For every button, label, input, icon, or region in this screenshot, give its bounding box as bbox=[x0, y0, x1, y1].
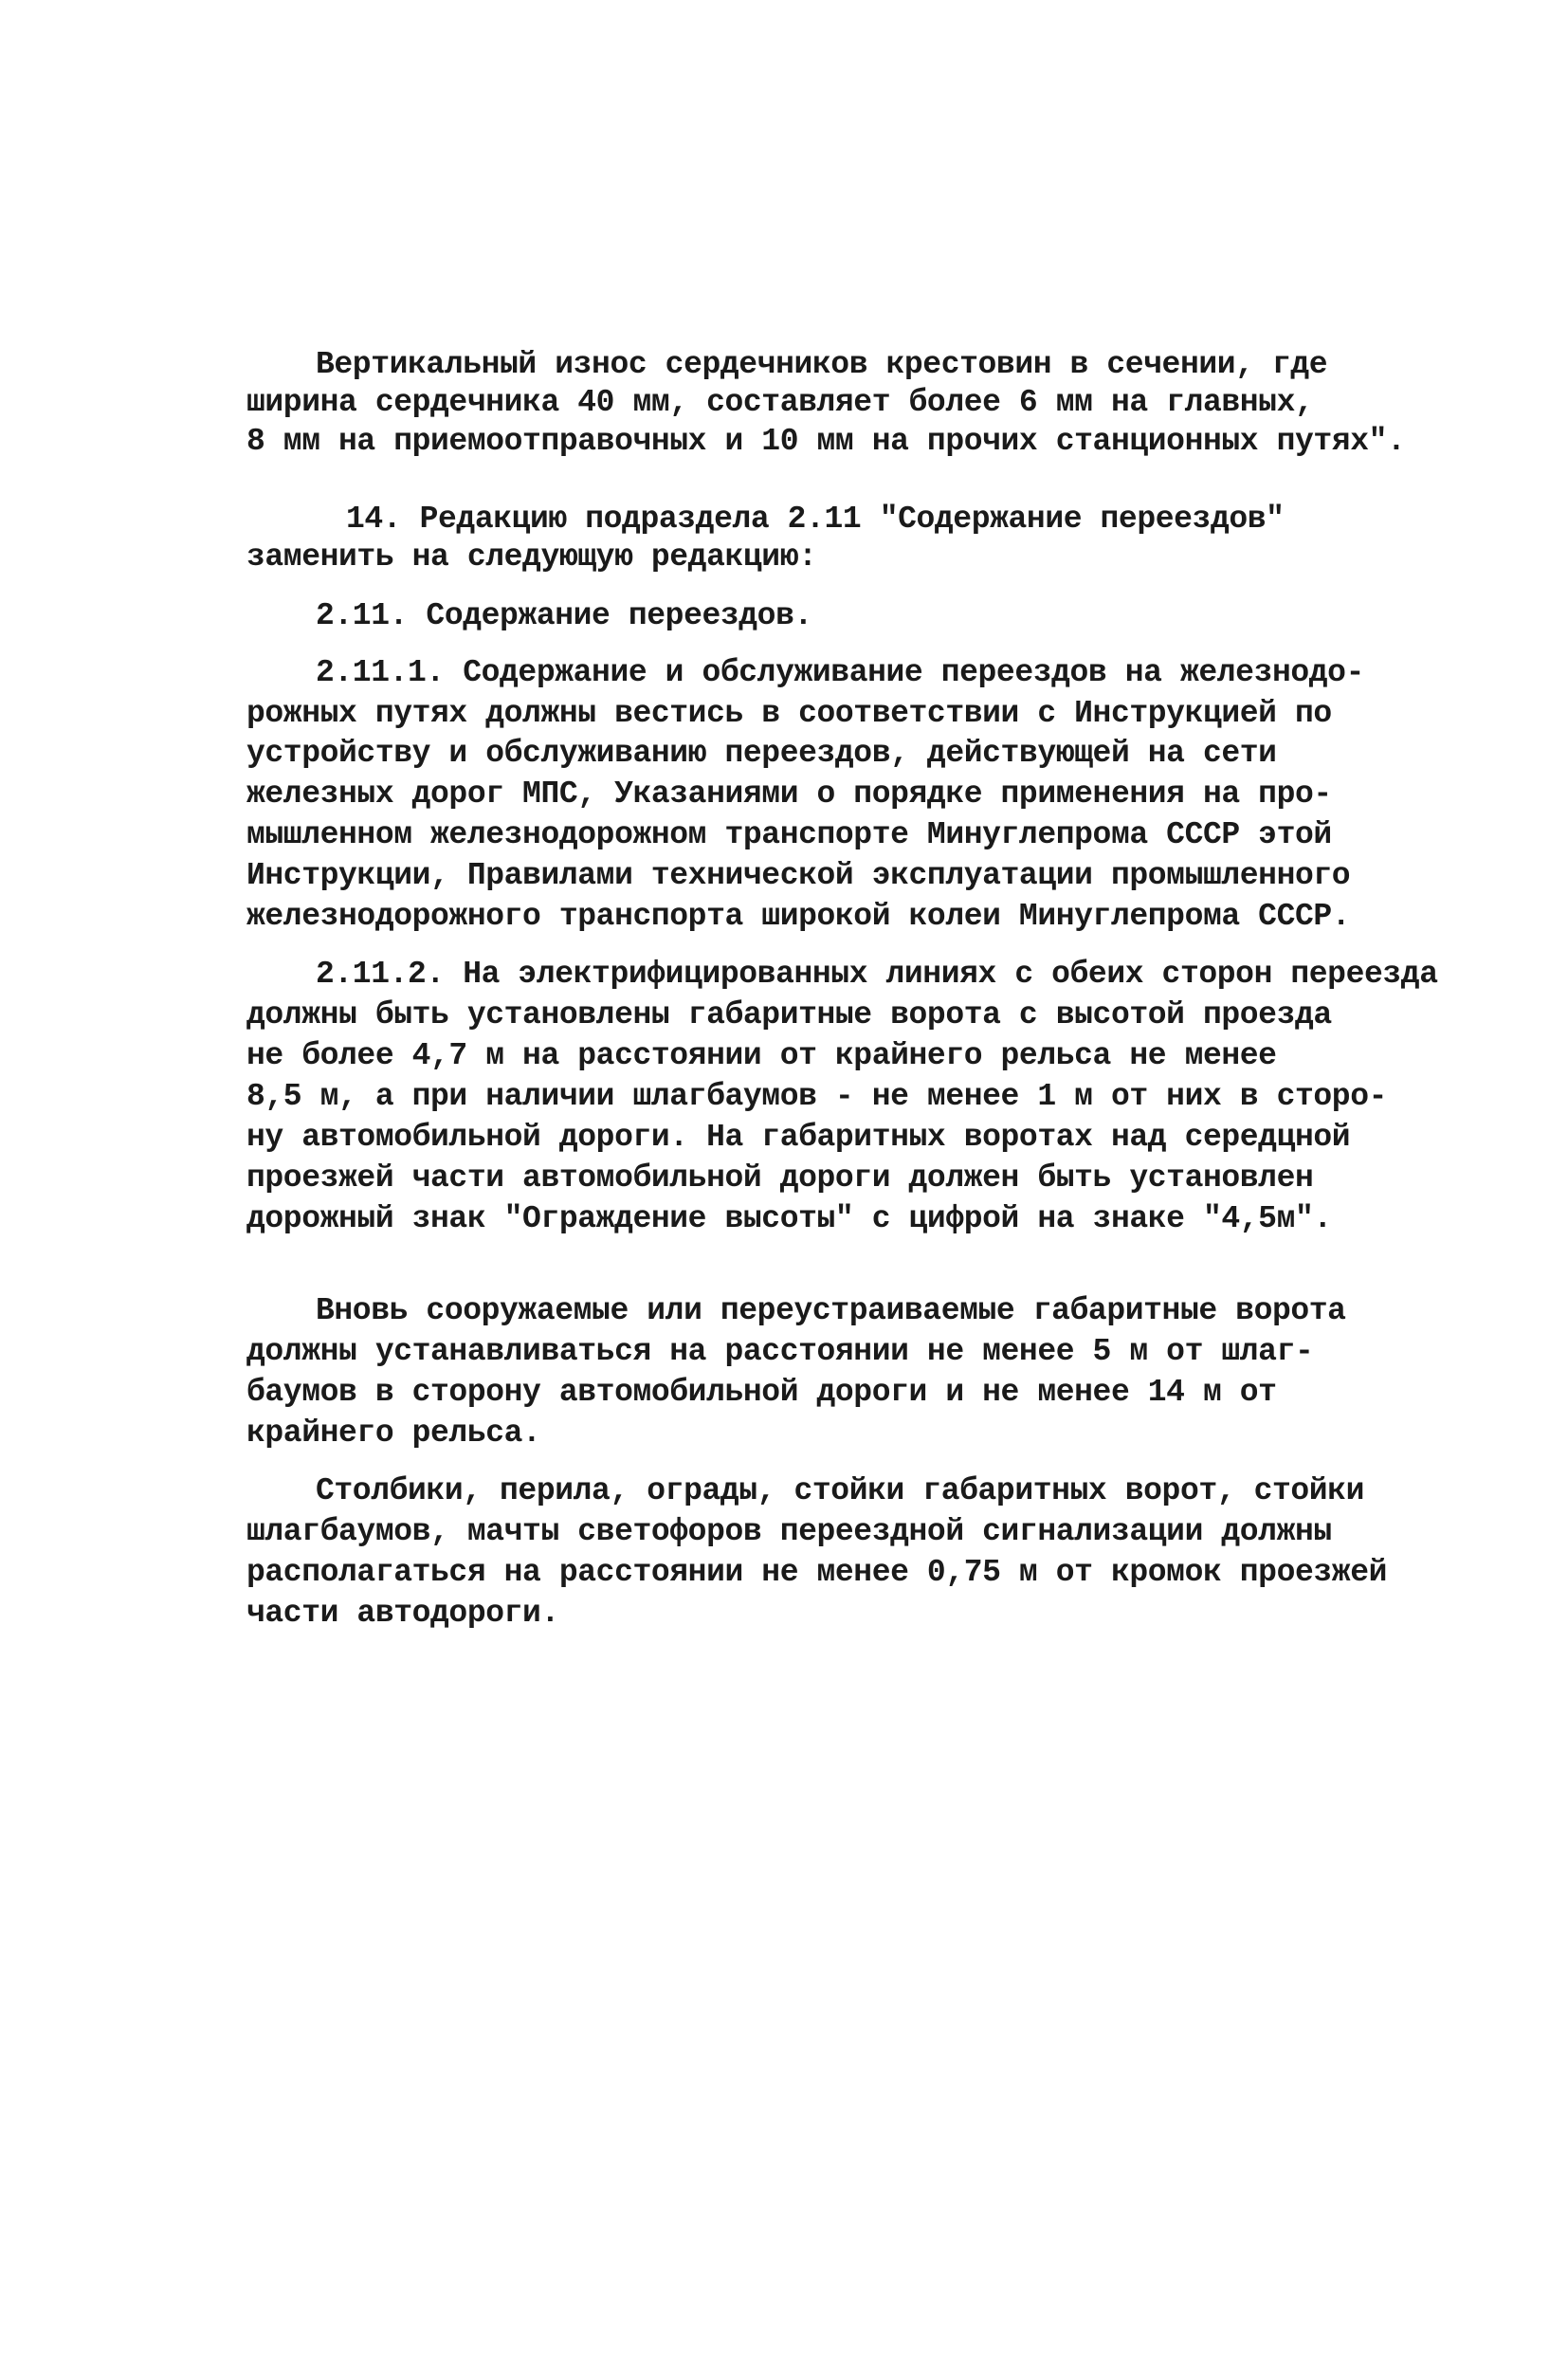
text-line: Вертикальный износ сердечников крестовин в сечении, где bbox=[316, 347, 1328, 382]
text-line: мышленном железнодорожном транспорте Минуглепрома СССР этой bbox=[246, 817, 1332, 852]
text-line: дорожный знак "Ограждение высоты" с цифрой на знаке "4,5м". bbox=[246, 1201, 1332, 1236]
text-line: железных дорог МПС, Указаниями о порядке применения на про- bbox=[246, 776, 1332, 812]
text-line: 2.11.1. Содержание и обслуживание переездов на железнодо- bbox=[316, 655, 1364, 690]
text-line: ну автомобильной дороги. На габаритных воротах над середцной bbox=[246, 1120, 1351, 1155]
text-line: рожных путях должны вестись в соответствии с Инструкцией по bbox=[246, 696, 1332, 731]
text-line: ширина сердечника 40 мм, составляет более 6 мм на главных, bbox=[246, 385, 1314, 420]
text-line: должны устанавливаться на расстоянии не менее 5 м от шлаг- bbox=[246, 1334, 1314, 1369]
text-line: крайнего рельса. bbox=[246, 1415, 541, 1451]
section-heading: 2.11. Содержание переездов. bbox=[316, 598, 812, 633]
text-line: баумов в сторону автомобильной дороги и не менее 14 м от bbox=[246, 1375, 1277, 1410]
text-line: шлагбаумов, мачты светофоров переездной сигнализации должны bbox=[246, 1514, 1332, 1549]
text-line: должны быть установлены габаритные ворота с высотой проезда bbox=[246, 997, 1332, 1032]
text-line: заменить на следующую редакцию: bbox=[246, 539, 817, 575]
text-line: проезжей части автомобильной дороги должен быть установлен bbox=[246, 1160, 1314, 1196]
text-line: располагаться на расстоянии не менее 0,75 м от кромок проезжей bbox=[246, 1555, 1388, 1590]
text-line: 14. Редакцию подраздела 2.11 "Содержание переездов" bbox=[346, 502, 1285, 537]
text-line: 2.11.2. На электрифицированных линиях с обеих сторон переезда bbox=[316, 957, 1438, 992]
text-line: Инструкции, Правилами технической эксплуатации промышленного bbox=[246, 858, 1351, 893]
text-line: Столбики, перила, ограды, стойки габаритных ворот, стойки bbox=[316, 1473, 1364, 1508]
text-line: не более 4,7 м на расстоянии от крайнего рельса не менее bbox=[246, 1038, 1277, 1073]
text-line: железнодорожного транспорта широкой колеи Минуглепрома СССР. bbox=[246, 899, 1351, 934]
text-line: 8,5 м, а при наличии шлагбаумов - не менее 1 м от них в сторо- bbox=[246, 1079, 1388, 1114]
text-line: 8 мм на приемоотправочных и 10 мм на прочих станционных путях". bbox=[246, 424, 1406, 459]
text-line: Вновь сооружаемые или переустраиваемые габаритные ворота bbox=[316, 1293, 1346, 1328]
text-line: устройству и обслуживанию переездов, действующей на сети bbox=[246, 736, 1277, 771]
text-line: части автодороги. bbox=[246, 1596, 559, 1631]
